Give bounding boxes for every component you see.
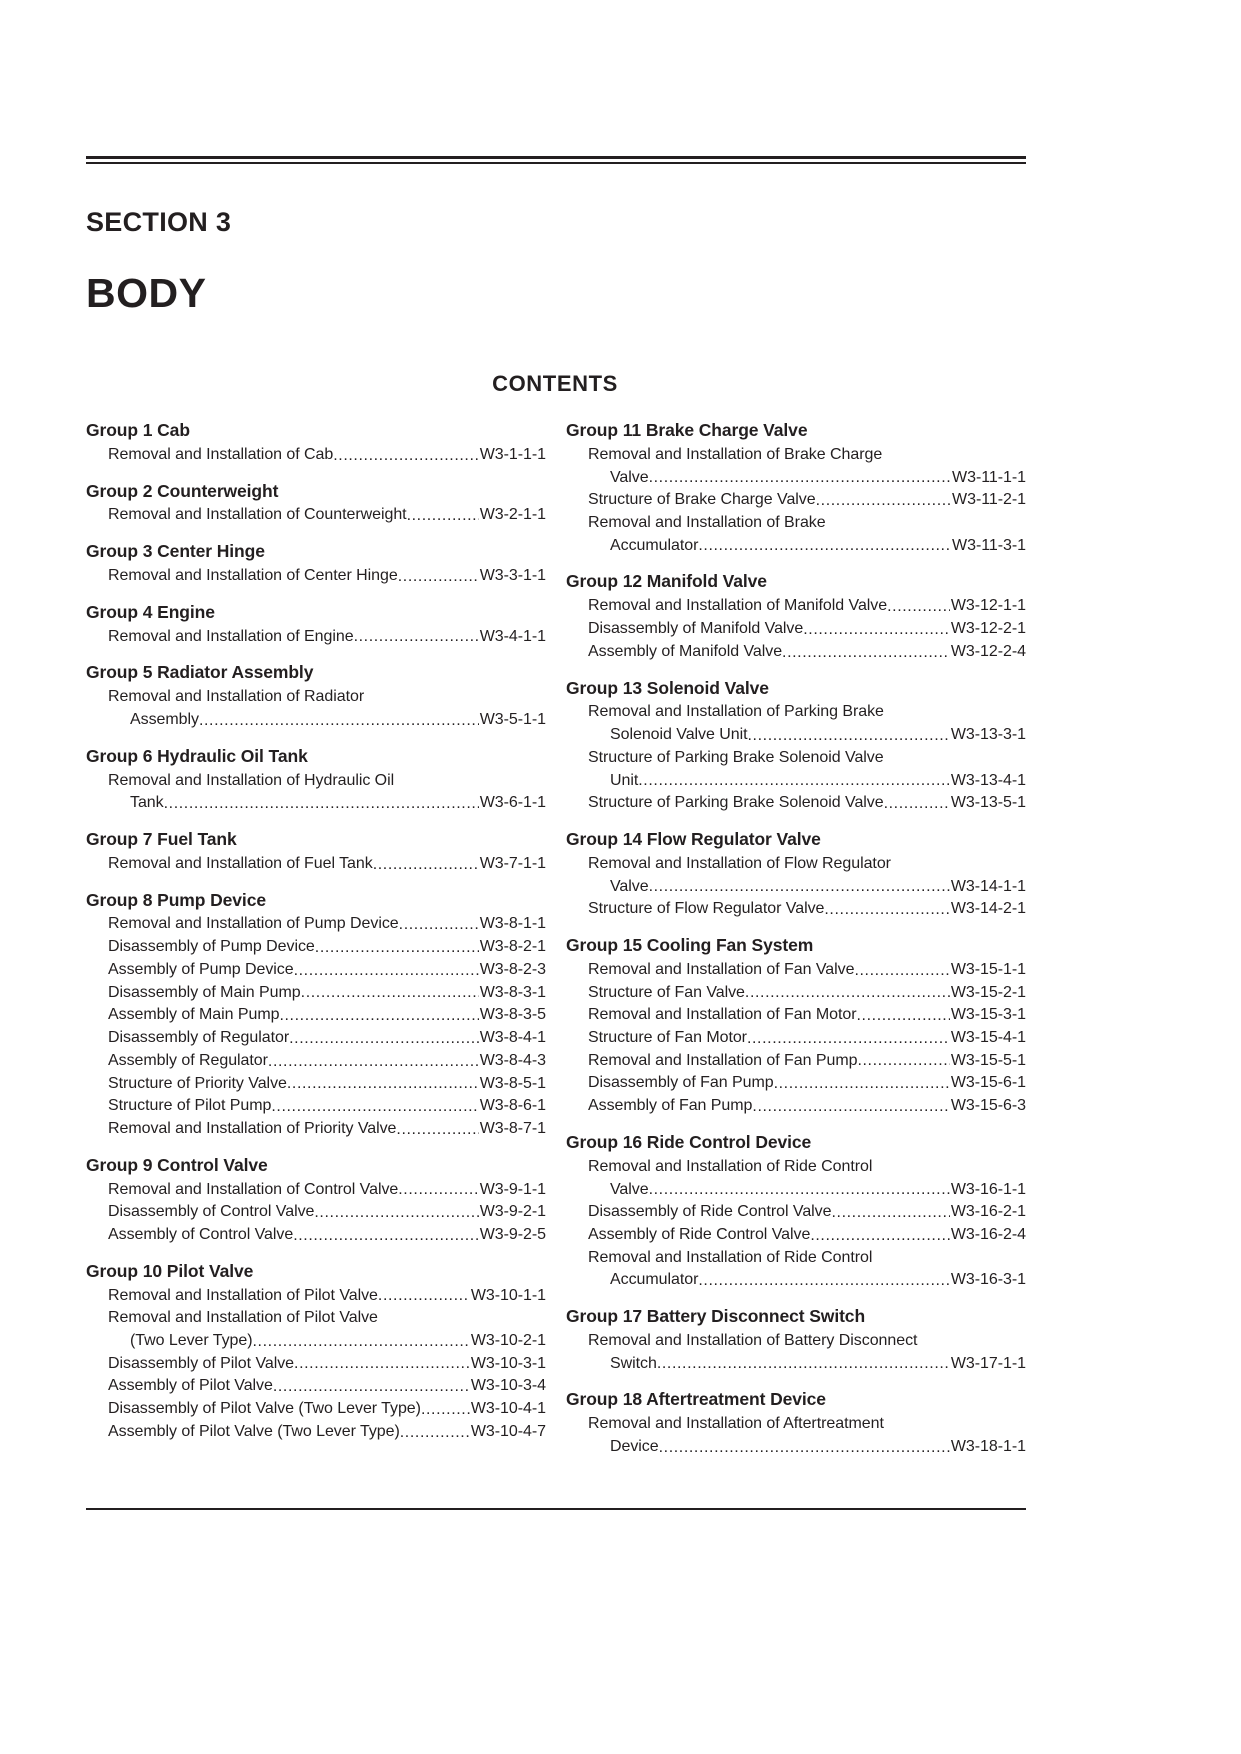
toc-leader-dots	[421, 1402, 470, 1418]
toc-column	[86, 420, 546, 1461]
footer-rule	[86, 1508, 1026, 1510]
toc-entry-text: Disassembly of Pilot Valve (Two Lever Type)	[108, 1400, 421, 1418]
toc-entry[interactable]	[86, 982, 546, 1005]
toc-entry-text: Structure of Priority Valve	[108, 1074, 287, 1092]
toc-entry-text: Removal and Installation of Pilot Valve	[108, 1286, 378, 1304]
toc-entry-text: Valve	[610, 877, 649, 895]
toc-page-number: W3-2-1-1	[479, 506, 546, 524]
toc-page-number: W3-8-7-1	[479, 1119, 546, 1137]
toc-entry-text: Assembly	[130, 710, 199, 728]
toc-leader-dots	[294, 1356, 470, 1372]
toc-entry[interactable]	[566, 1413, 1026, 1436]
toc-entry[interactable]	[86, 709, 546, 732]
toc-page-number: W3-8-2-1	[479, 938, 546, 956]
toc-entry[interactable]	[566, 1050, 1026, 1073]
table-of-contents	[86, 420, 1026, 1461]
toc-page-number: W3-15-2-1	[950, 983, 1026, 1001]
toc-page-number: W3-10-4-7	[470, 1422, 546, 1440]
toc-page-number: W3-17-1-1	[950, 1354, 1026, 1372]
toc-group-title[interactable]: Group 11 Brake Charge Valve	[566, 420, 808, 440]
toc-entry[interactable]	[566, 982, 1026, 1005]
toc-leader-dots	[253, 1334, 470, 1350]
toc-page-number: W3-10-3-1	[470, 1354, 546, 1372]
toc-entry-text: Structure of Parking Brake Solenoid Valve	[588, 794, 884, 812]
toc-entry[interactable]	[566, 618, 1026, 641]
toc-entry[interactable]	[86, 1073, 546, 1096]
toc-leader-dots	[373, 857, 479, 873]
toc-page-number: W3-8-5-1	[479, 1074, 546, 1092]
header-rule-thick	[86, 156, 1026, 159]
toc-group-title[interactable]: Group 2 Counterweight	[86, 480, 279, 501]
toc-page-number: W3-10-2-1	[470, 1332, 546, 1349]
toc-entry-text: Disassembly of Manifold Valve	[588, 620, 804, 638]
toc-leader-dots	[745, 985, 950, 1001]
toc-leader-dots	[884, 796, 950, 812]
toc-group	[86, 1261, 546, 1444]
toc-entry[interactable]	[86, 770, 546, 793]
toc-entry-text: Valve	[610, 1180, 649, 1198]
toc-entry[interactable]	[566, 1004, 1026, 1027]
toc-entry-text: Disassembly of Pump Device	[108, 938, 315, 956]
toc-entry-text: Disassembly of Control Valve	[108, 1203, 315, 1221]
toc-page-number: W3-13-3-1	[950, 726, 1026, 744]
toc-page-number: W3-3-1-1	[479, 567, 546, 585]
toc-page-number: W3-12-1-1	[950, 597, 1026, 615]
toc-page-number: W3-10-1-1	[470, 1286, 546, 1304]
toc-page-number: W3-16-1-1	[950, 1180, 1026, 1198]
toc-entry-text: Structure of Parking Brake Solenoid Valve	[588, 748, 884, 766]
toc-group-title[interactable]: Group 5 Radiator Assembly	[86, 662, 314, 683]
toc-group	[566, 935, 1026, 1118]
toc-entry-text: Removal and Installation of Brake	[588, 514, 826, 532]
toc-entry-text: Disassembly of Pilot Valve	[108, 1354, 295, 1372]
toc-entry-text: Solenoid Valve Unit	[610, 726, 748, 744]
toc-entry[interactable]	[86, 1095, 546, 1118]
toc-entry-text: Removal and Installation of Fan Motor	[588, 1006, 857, 1024]
toc-leader-dots	[803, 622, 950, 638]
toc-group-title[interactable]: Group 14 Flow Regulator Valve	[566, 828, 821, 849]
toc-leader-dots	[399, 917, 479, 933]
toc-leader-dots	[649, 879, 950, 895]
toc-entry-text: Removal and Installation of Ride Control	[588, 1157, 873, 1175]
toc-entry[interactable]	[566, 1179, 1026, 1202]
toc-entry[interactable]	[86, 1179, 546, 1202]
toc-leader-dots	[857, 1053, 949, 1069]
toc-page-number: W3-15-5-1	[950, 1051, 1026, 1069]
toc-leader-dots	[887, 599, 950, 615]
toc-group-title[interactable]: Group 4 Engine	[86, 601, 215, 622]
toc-page-number: W3-12-2-1	[950, 620, 1026, 638]
toc-page-number: W3-8-6-1	[479, 1097, 546, 1115]
toc-leader-dots	[649, 1182, 950, 1198]
toc-entry[interactable]	[86, 913, 546, 936]
toc-leader-dots	[199, 713, 479, 729]
toc-entry-text: Disassembly of Main Pump	[108, 983, 301, 1001]
toc-group-title[interactable]: Group 18 Aftertreatment Device	[566, 1389, 826, 1410]
toc-page-number: W3-6-1-1	[479, 794, 546, 812]
toc-entry-text: Removal and Installation of Engine	[108, 627, 354, 645]
toc-entry[interactable]	[86, 1353, 546, 1376]
toc-page-number: W3-8-4-3	[479, 1051, 546, 1069]
toc-group-title[interactable]: Group 17 Battery Disconnect Switch	[566, 1306, 866, 1327]
toc-entry-text: Removal and Installation of Cab	[108, 445, 334, 463]
toc-entry[interactable]	[86, 936, 546, 959]
toc-leader-dots	[398, 1182, 478, 1198]
toc-entry-text: Switch	[610, 1354, 657, 1372]
toc-entry[interactable]	[566, 1330, 1026, 1353]
toc-entry-text: Assembly of Pilot Valve (Two Lever Type)	[108, 1422, 400, 1440]
toc-page-number: W3-4-1-1	[479, 627, 546, 645]
toc-page-number: W3-15-6-3	[950, 1097, 1026, 1115]
toc-entry-text: Device	[610, 1438, 659, 1455]
toc-leader-dots	[398, 569, 479, 585]
toc-entry[interactable]	[566, 489, 1026, 512]
toc-page-number: W3-11-3-1	[952, 536, 1026, 554]
toc-entry-text: Assembly of Main Pump	[108, 1006, 280, 1024]
toc-leader-dots	[698, 538, 951, 554]
toc-page-number: W3-5-1-1	[479, 710, 546, 728]
toc-leader-dots	[400, 1425, 470, 1441]
toc-entry[interactable]	[86, 1027, 546, 1050]
toc-group	[86, 602, 546, 649]
toc-entry[interactable]	[86, 853, 546, 876]
toc-group-title[interactable]: Group 6 Hydraulic Oil Tank	[86, 745, 308, 766]
toc-group-title[interactable]: Group 7 Fuel Tank	[86, 829, 237, 849]
toc-entry[interactable]	[86, 504, 546, 527]
toc-entry-text: Removal and Installation of Center Hinge	[108, 567, 398, 585]
toc-leader-dots	[268, 1054, 479, 1070]
toc-leader-dots	[289, 1031, 479, 1047]
toc-entry[interactable]	[566, 1156, 1026, 1179]
toc-leader-dots	[857, 1008, 950, 1024]
toc-entry[interactable]	[566, 535, 1026, 558]
toc-entry[interactable]	[566, 959, 1026, 982]
toc-group-title[interactable]: Group 9 Control Valve	[86, 1154, 268, 1175]
toc-page-number: W3-8-4-1	[479, 1029, 546, 1047]
toc-leader-dots	[698, 1273, 949, 1289]
toc-leader-dots	[378, 1288, 470, 1304]
toc-leader-dots	[752, 1099, 949, 1115]
toc-page-number: W3-13-4-1	[950, 771, 1026, 789]
toc-entry-text: Structure of Pilot Pump	[108, 1097, 272, 1115]
toc-entry[interactable]	[86, 792, 546, 815]
toc-leader-dots	[854, 963, 949, 979]
toc-group	[566, 571, 1026, 663]
toc-leader-dots	[271, 1099, 478, 1115]
toc-leader-dots	[657, 1356, 950, 1372]
toc-entry-text: Assembly of Pilot Valve	[108, 1377, 273, 1395]
toc-entry-text: Removal and Installation of Battery Disconnect	[588, 1331, 918, 1349]
toc-entry[interactable]	[86, 1421, 546, 1444]
toc-group	[86, 829, 546, 876]
toc-page-number: W3-14-2-1	[950, 900, 1026, 918]
toc-group	[566, 1306, 1026, 1375]
toc-entry-text: Removal and Installation of Brake Charge	[588, 445, 883, 463]
toc-page-number: W3-7-1-1	[479, 854, 546, 872]
toc-entry-text: Disassembly of Ride Control Valve	[588, 1203, 832, 1221]
toc-entry[interactable]	[566, 1201, 1026, 1224]
toc-group	[86, 420, 546, 467]
toc-entry-text: Removal and Installation of Parking Brake	[588, 703, 884, 721]
toc-entry-text: Removal and Installation of Pilot Valve	[108, 1309, 378, 1327]
toc-entry-text: Removal and Installation of Priority Valve	[108, 1119, 397, 1137]
toc-entry-text: Removal and Installation of Control Valve	[108, 1180, 399, 1198]
toc-page-number: W3-14-1-1	[950, 877, 1026, 895]
toc-entry-text: Structure of Flow Regulator Valve	[588, 900, 825, 918]
toc-leader-dots	[294, 963, 479, 979]
toc-entry-text: Assembly of Control Valve	[108, 1225, 294, 1243]
toc-group	[566, 420, 1026, 557]
toc-leader-dots	[824, 902, 949, 918]
toc-leader-dots	[831, 1205, 949, 1221]
toc-entry[interactable]	[86, 1118, 546, 1141]
header-rule-thin	[86, 162, 1026, 164]
toc-entry-text: Removal and Installation of Aftertreatment	[588, 1415, 884, 1433]
toc-entry[interactable]	[566, 724, 1026, 747]
toc-leader-dots	[649, 470, 951, 486]
toc-page-number: W3-11-1-1	[952, 468, 1026, 486]
toc-page-number: W3-15-1-1	[950, 960, 1026, 978]
toc-leader-dots	[164, 796, 479, 812]
toc-entry-text: Assembly of Manifold Valve	[588, 642, 783, 660]
toc-page-number: W3-16-3-1	[950, 1271, 1026, 1289]
toc-entry-text: Valve	[610, 468, 649, 486]
toc-entry-text: Removal and Installation of Fan Pump	[588, 1051, 858, 1069]
toc-page-number: W3-8-3-1	[479, 983, 546, 1001]
toc-column	[566, 420, 1026, 1461]
toc-leader-dots	[396, 1122, 478, 1138]
toc-group	[86, 541, 546, 588]
toc-entry[interactable]	[566, 1353, 1026, 1376]
toc-entry[interactable]	[566, 1436, 1026, 1459]
toc-entry[interactable]	[566, 898, 1026, 921]
toc-leader-dots	[407, 508, 479, 524]
toc-entry-text: Unit	[610, 771, 639, 789]
toc-page-number: W3-9-1-1	[479, 1180, 546, 1198]
toc-group	[566, 1132, 1026, 1292]
toc-leader-dots	[638, 773, 950, 789]
toc-entry[interactable]	[566, 701, 1026, 724]
toc-entry[interactable]	[566, 770, 1026, 793]
toc-entry[interactable]	[566, 512, 1026, 535]
toc-entry[interactable]	[566, 595, 1026, 618]
contents-heading: CONTENTS	[492, 371, 618, 396]
toc-leader-dots	[273, 1379, 470, 1395]
toc-group	[566, 678, 1026, 815]
toc-entry[interactable]	[86, 565, 546, 588]
toc-page-number: W3-15-6-1	[950, 1074, 1026, 1092]
toc-entry-text: Disassembly of Regulator	[108, 1029, 290, 1047]
toc-entry[interactable]	[566, 641, 1026, 664]
toc-group-title[interactable]: Group 3 Center Hinge	[86, 541, 265, 562]
toc-entry[interactable]	[86, 1330, 546, 1353]
toc-page-number: W3-11-2-1	[952, 491, 1026, 509]
toc-entry-text: Assembly of Fan Pump	[588, 1097, 753, 1115]
toc-page-number: W3-16-2-1	[950, 1203, 1026, 1221]
toc-page-number: W3-10-3-4	[470, 1377, 546, 1395]
toc-entry[interactable]	[566, 1224, 1026, 1247]
toc-group-title[interactable]: Group 1 Cab	[86, 420, 190, 440]
toc-entry-text: Removal and Installation of Fuel Tank	[108, 854, 373, 872]
toc-page-number: W3-13-5-1	[950, 794, 1026, 812]
toc-entry-text: Accumulator	[610, 1271, 699, 1289]
toc-entry[interactable]	[566, 747, 1026, 770]
toc-leader-dots	[279, 1008, 478, 1024]
toc-leader-dots	[315, 940, 479, 956]
toc-entry[interactable]	[566, 792, 1026, 815]
toc-page-number: W3-8-3-5	[479, 1006, 546, 1024]
toc-entry[interactable]	[86, 1307, 546, 1330]
toc-page-number: W3-16-2-4	[950, 1225, 1026, 1243]
toc-page-number: W3-18-1-1	[950, 1438, 1026, 1455]
toc-entry-text: Assembly of Regulator	[108, 1051, 268, 1069]
toc-leader-dots	[748, 728, 950, 744]
toc-page-number: W3-15-4-1	[950, 1029, 1026, 1047]
toc-entry-text: Removal and Installation of Radiator	[108, 688, 365, 706]
toc-group-title[interactable]: Group 16 Ride Control Device	[566, 1131, 812, 1152]
toc-group-title[interactable]: Group 12 Manifold Valve	[566, 571, 767, 592]
toc-group	[86, 662, 546, 731]
toc-entry[interactable]	[86, 444, 546, 467]
toc-leader-dots	[333, 448, 478, 464]
toc-page-number: W3-9-2-1	[479, 1203, 546, 1221]
toc-entry-text: Removal and Installation of Manifold Valve	[588, 597, 888, 615]
toc-entry-text: Removal and Installation of Hydraulic Oil	[108, 771, 395, 789]
toc-page-number: W3-8-1-1	[479, 915, 546, 933]
toc-page-number: W3-10-4-1	[470, 1400, 546, 1418]
toc-entry[interactable]	[566, 1247, 1026, 1270]
toc-leader-dots	[810, 1228, 950, 1244]
toc-entry-text: Structure of Fan Valve	[588, 983, 745, 1001]
toc-entry[interactable]	[86, 626, 546, 649]
toc-group-title[interactable]: Group 8 Pump Device	[86, 889, 266, 910]
toc-leader-dots	[287, 1076, 479, 1092]
toc-entry-text: Removal and Installation of Fan Valve	[588, 960, 855, 978]
toc-group	[86, 1155, 546, 1247]
toc-entry-text: Assembly of Ride Control Valve	[588, 1225, 811, 1243]
toc-entry-text: (Two Lever Type)	[130, 1332, 253, 1349]
toc-group	[86, 481, 546, 528]
toc-entry[interactable]	[566, 1027, 1026, 1050]
section-label: SECTION 3	[86, 207, 232, 237]
toc-leader-dots	[293, 1228, 479, 1244]
toc-leader-dots	[782, 645, 950, 661]
toc-leader-dots	[816, 493, 951, 509]
toc-entry-text: Structure of Brake Charge Valve	[588, 491, 816, 509]
toc-group	[86, 746, 546, 815]
toc-leader-dots	[314, 1205, 478, 1221]
header-double-rule	[86, 156, 1026, 164]
toc-entry[interactable]	[86, 1004, 546, 1027]
toc-entry-text: Removal and Installation of Ride Control	[588, 1248, 873, 1266]
toc-entry-text: Assembly of Pump Device	[108, 960, 294, 978]
toc-entry[interactable]	[566, 444, 1026, 467]
page-title: BODY	[86, 270, 207, 316]
toc-entry[interactable]	[86, 1201, 546, 1224]
toc-group-title[interactable]: Group 10 Pilot Valve	[86, 1260, 254, 1281]
toc-group	[566, 829, 1026, 921]
toc-entry-text: Accumulator	[610, 536, 699, 554]
toc-entry-text: Removal and Installation of Flow Regulator	[588, 854, 891, 872]
toc-entry[interactable]	[86, 1224, 546, 1247]
toc-entry-text: Disassembly of Fan Pump	[588, 1074, 774, 1092]
toc-entry-text: Structure of Fan Motor	[588, 1029, 747, 1047]
toc-entry[interactable]	[86, 1375, 546, 1398]
toc-entry[interactable]	[86, 1285, 546, 1308]
toc-entry[interactable]	[86, 1398, 546, 1421]
toc-group	[86, 890, 546, 1141]
toc-group-title[interactable]: Group 13 Solenoid Valve	[566, 677, 769, 698]
toc-entry[interactable]	[566, 1072, 1026, 1095]
toc-entry-text: Removal and Installation of Pump Device	[108, 915, 399, 933]
toc-entry[interactable]	[566, 853, 1026, 876]
toc-page-number: W3-1-1-1	[479, 445, 546, 463]
toc-entry[interactable]	[566, 1095, 1026, 1118]
toc-entry[interactable]	[86, 1050, 546, 1073]
toc-page-number: W3-15-3-1	[950, 1006, 1026, 1024]
toc-page-number: W3-12-2-4	[950, 642, 1026, 660]
toc-entry[interactable]	[566, 467, 1026, 490]
toc-entry[interactable]	[566, 876, 1026, 899]
toc-page-number: W3-9-2-5	[479, 1225, 546, 1243]
toc-leader-dots	[747, 1031, 950, 1047]
toc-leader-dots	[354, 629, 479, 645]
toc-entry[interactable]	[86, 686, 546, 709]
toc-leader-dots	[774, 1076, 950, 1092]
toc-entry[interactable]	[86, 959, 546, 982]
toc-entry[interactable]	[566, 1269, 1026, 1292]
toc-leader-dots	[301, 985, 479, 1001]
toc-page-number: W3-8-2-3	[479, 960, 546, 978]
toc-group	[566, 1389, 1026, 1458]
toc-group-title[interactable]: Group 15 Cooling Fan System	[566, 935, 814, 955]
toc-entry-text: Tank	[130, 794, 164, 812]
toc-leader-dots	[659, 1440, 950, 1456]
toc-entry-text: Removal and Installation of Counterweight	[108, 506, 407, 524]
